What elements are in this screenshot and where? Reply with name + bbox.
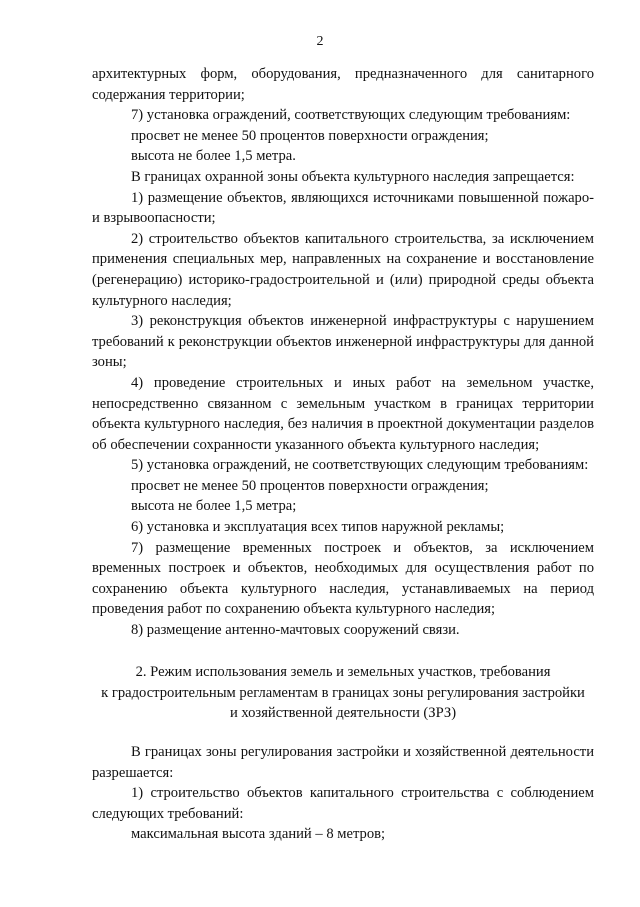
paragraph: просвет не менее 50 процентов поверхности ограждения; xyxy=(131,477,489,494)
body-text-block xyxy=(92,64,594,641)
body-text-block-2 xyxy=(92,742,594,845)
paragraph: архитектурных форм, оборудования, предназначенного для санитарного содержания территории; xyxy=(92,66,594,103)
paragraph: максимальная высота зданий – 8 метров; xyxy=(131,826,386,843)
paragraph: 7) размещение временных построек и объектов, за исключением временных построек и объектов, необходимых для осуществления работ по сохранению объекта культурного наследия, устанавливаемых на период проведения работ по сохранению объекта культурного наследия; xyxy=(92,539,594,618)
section-heading-line: 2. Режим использования земель и земельных участков, требования xyxy=(135,664,551,680)
paragraph: просвет не менее 50 процентов поверхности ограждения; xyxy=(131,127,489,144)
paragraph: 1) размещение объектов, являющихся источниками повышенной пожаро- и взрывоопасности; xyxy=(92,189,594,227)
paragraph: 6) установка и эксплуатация всех типов наружной рекламы; xyxy=(131,519,505,536)
section-heading-line: к градостроительным регламентам в границах зоны регулирования застройки xyxy=(101,684,585,701)
paragraph: 3) реконструкция объектов инженерной инфраструктуры с нарушением требований к реконструкции объектов инженерной инфраструктуры для данной зоны; xyxy=(92,313,594,371)
paragraph: 2) строительство объектов капитального строительства, за исключением применения специальных мер, направленных на сохранение и восстановление (регенерацию) историко-градостроительной и (или) природной среды объекта культурного наследия; xyxy=(92,230,594,309)
page-number: 2 xyxy=(316,34,324,49)
paragraph: 1) строительство объектов капитального строительства с соблюдением следующих требований: xyxy=(92,785,594,822)
paragraph: высота не более 1,5 метра. xyxy=(131,148,296,165)
paragraph: 7) установка ограждений, соответствующих следующим требованиям: xyxy=(131,107,571,124)
paragraph: 5) установка ограждений, не соответствующих следующим требованиям: xyxy=(131,457,589,474)
paragraph: 4) проведение строительных и иных работ на земельном участке, непосредственно связанном с земельным участком в границах территории объекта культурного наследия, без наличия в проектной документации разделов об обеспечении сохранности указанного объекта культурного наследия; xyxy=(92,374,594,453)
paragraph: высота не более 1,5 метра; xyxy=(131,498,297,515)
section-heading xyxy=(92,662,594,724)
paragraph: В границах охранной зоны объекта культурного наследия запрещается: xyxy=(131,168,575,185)
paragraph: В границах зоны регулирования застройки и хозяйственной деятельности разрешается: xyxy=(92,744,594,781)
paragraph: 8) размещение антенно-мачтовых сооружений связи. xyxy=(131,622,460,639)
section-heading-line: и хозяйственной деятельности (ЗРЗ) xyxy=(229,705,457,722)
